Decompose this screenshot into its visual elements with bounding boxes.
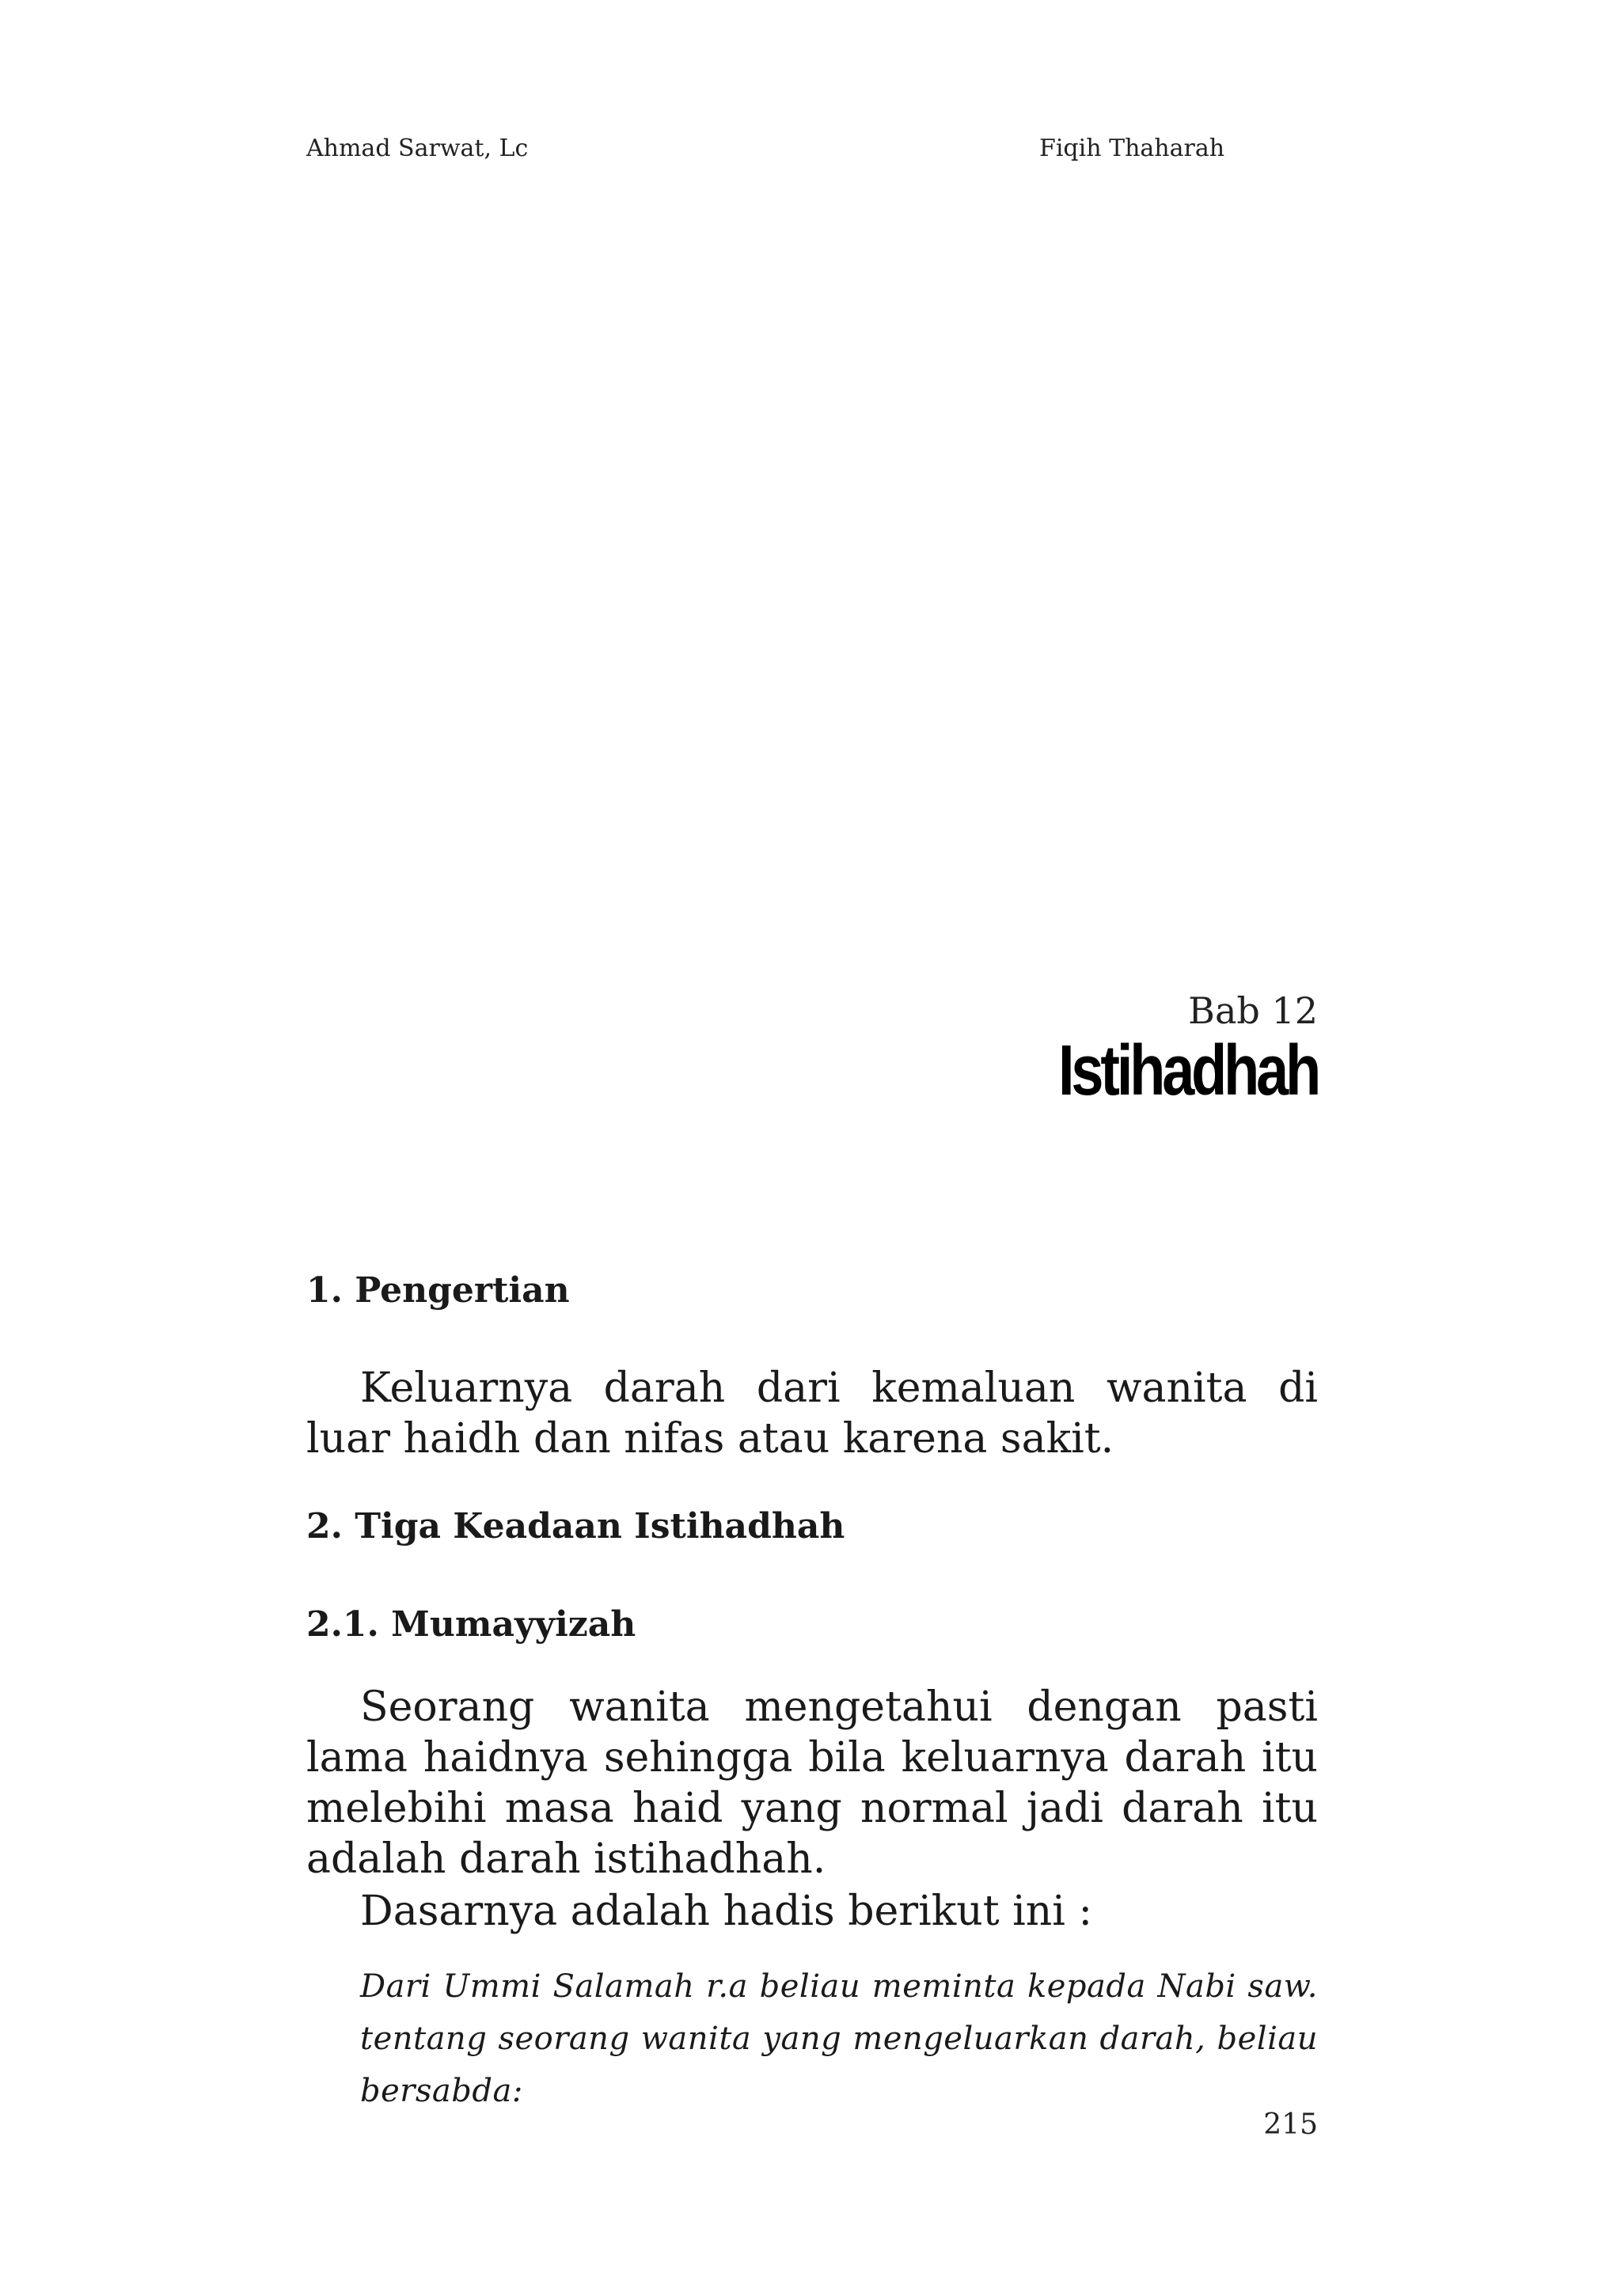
page-number: 215: [1263, 2108, 1318, 2141]
paragraph-dasarnya: Dasarnya adalah hadis berikut ini :: [360, 1888, 1092, 1935]
paragraph-mumayyizah-text: Seorang wanita mengetahui dengan pasti lama haidnya sehingga bila keluarnya darah itu melebihi masa haid yang normal jadi darah itu adalah darah istihadhah.: [306, 1683, 1318, 1883]
subsection-heading-mumayyizah: 2.1. Mumayyizah: [306, 1604, 636, 1645]
hadith-quote: Dari Ummi Salamah r.a beliau meminta kepada Nabi saw. tentang seorang wanita yang mengeluarkan darah, beliau bersabda:: [360, 1968, 1318, 2109]
paragraph-mumayyizah: [306, 1682, 1318, 1884]
chapter-title: Istihadhah: [1057, 1031, 1318, 1110]
section-heading-tiga-keadaan: 2. Tiga Keadaan Istihadhah: [306, 1506, 845, 1546]
section-heading-pengertian: 1. Pengertian: [306, 1270, 570, 1311]
running-head-book-title: Fiqih Thaharah: [1039, 135, 1225, 162]
running-head-author: Ahmad Sarwat, Lc: [306, 135, 529, 162]
chapter-label: Bab 12: [1188, 989, 1318, 1032]
paragraph-pengertian: [306, 1363, 1318, 1464]
paragraph-pengertian-text: Keluarnya darah dari kemaluan wanita di luar haidh dan nifas atau karena sakit.: [306, 1364, 1318, 1463]
